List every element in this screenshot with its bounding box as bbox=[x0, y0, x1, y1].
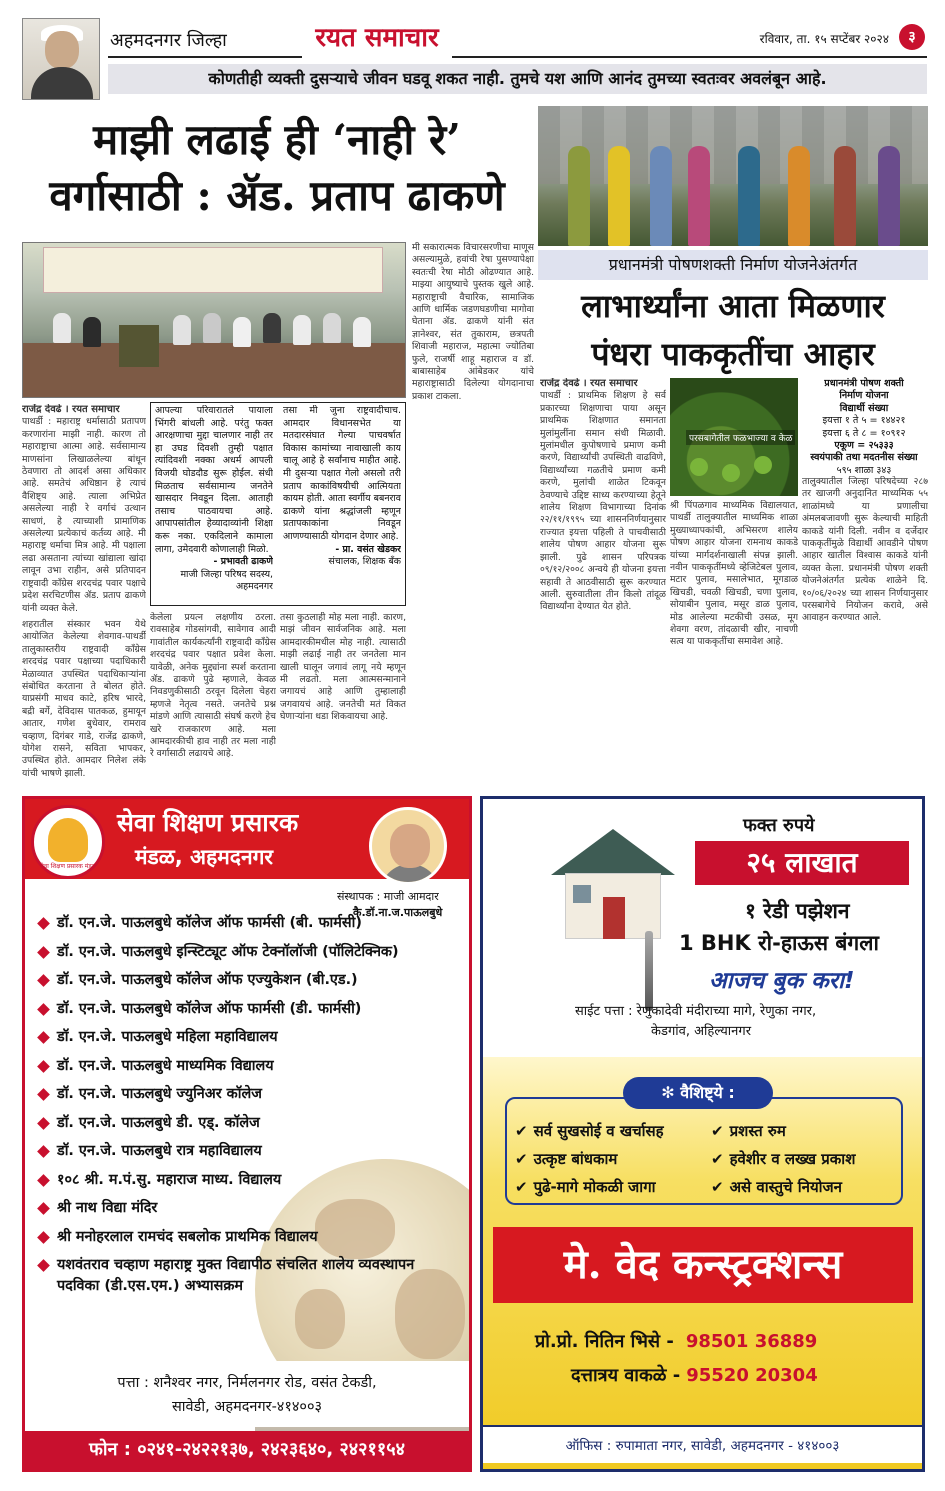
photo-caption: परसबागेतील फळभाज्या व केळ bbox=[686, 430, 795, 445]
masthead bbox=[22, 18, 927, 100]
check-icon: ✔ bbox=[711, 1150, 724, 1168]
check-icon: ✔ bbox=[515, 1150, 528, 1168]
founder-label: संस्थापक : माजी आमदार bbox=[337, 890, 439, 903]
feature-item: ✔ असे वास्तुचे नियोजन bbox=[711, 1178, 843, 1196]
check-icon: ✔ bbox=[515, 1178, 528, 1196]
rally-photo bbox=[22, 242, 406, 398]
quote-signature: - प्रभावती ढाकणे bbox=[213, 556, 273, 568]
founder-name: कै.डॉ.ना.ज.पाऊलबुधे bbox=[353, 906, 443, 919]
quote-box bbox=[150, 402, 406, 606]
vegetable-garden-photo bbox=[670, 378, 798, 496]
contact-2: दत्तात्रय वाकळे - 95520 20304 bbox=[571, 1365, 818, 1386]
check-icon: ✔ bbox=[711, 1122, 724, 1140]
check-icon: ✔ bbox=[711, 1178, 724, 1196]
address-line-1: पत्ता : शनैश्वर नगर, निर्मलनगर रोड, वसंत टेकडी, bbox=[117, 1375, 377, 1391]
story-text: पाथर्डी : प्राथमिक शिक्षण हे सर्व प्रकारच्या शिक्षणाचा पाया असून प्राथमिक शिक्षणात समानता मुलांमुलींना समान संधी मिळावी. मुलांमधील कुपोषणाचे प्रमाण कमी करणे, विद्यार्थ्यांची उपस्थिती वाढविणे, विद्यार्थ्यांच्या गळतीचे प्रमाण कमी करणे, मुलांची शाळेत टिकवून ठेवण्याचे उद्दिष्ट साध्य करण्याच्या हेतूने शालेय शिक्षण विभागाच्या दिनांक २२/११/१९९५ च्या शासननिर्णयानुसार राज्यात इयत्ता पहिली ते पाचवीसाठी शालेय पोषण आहार योजना सुरू झाली. पुढे शासन परिपत्रक ०९/१२/२००८ अन्वये ही योजना इयत्ता सहावी ते आठवीसाठी सुरू करण्यात आली. सुरुवातीला तीन किलो तांदूळ विद्यार्थ्यांना देण्यात येत होते. bbox=[540, 390, 666, 613]
diamond-bullet-icon bbox=[37, 1145, 50, 1158]
page-number-badge: ३ bbox=[899, 24, 925, 50]
tagline-quote: कोणतीही व्यक्ती दुसऱ्याचे जीवन घडवू शकत नाही. तुमचे यश आणि आनंद तुमच्या स्वतःवर अवलंबून आहे. bbox=[108, 64, 927, 94]
site-address-line-2: केडगांव, अहिल्यानगर bbox=[651, 1024, 752, 1039]
list-item: यशवंतराव चव्हाण महाराष्ट्र मुक्त विद्यापीठ संचलित शालेय व्यवस्थापन पदविका (डी.एस.एम.) अभ्यासक्रम bbox=[35, 1255, 455, 1297]
price-badge: २५ लाखात bbox=[695, 841, 909, 885]
left-story-column-1 bbox=[22, 404, 146, 788]
story-text: शहरातील संस्कार भवन येथे आयोजित केलेल्या शेवगाव-पाथर्डी तालुकास्तरीय राष्ट्रवादी काँग्रेस शरदचंद्र पवार पक्षाच्या पदाधिकारी मेळाव्यात उपस्थित पदाधिकाऱ्यांना संबोधित करताना ते बोलत होते. याप्रसंगी माधव काटे, हरिष भारदे, बद्री बर्गे, देविदास पातकळ, हुमायून आतार, गणेश बुधेवार, रामराव चव्हाण, दिगंबर गाडे, राजेंद्र ढाकणे, योगेश रासने, सविता भापकर, उपस्थित होते. आमदार निलेश लंके यांची भाषणे झाली. bbox=[22, 618, 146, 779]
story-text: मी सकारात्मक विचारसरणीचा माणूस असल्यामुळे, हवांची रेषा पुसण्यापेक्षा स्वतःची रेषा मोठी ओढण्यात आहे. माझ्या आयुष्याचे पुस्तक खुले आहे. महाराष्ट्राची वैचारिक, सामाजिक आणि धार्मिक जडणघडणीचा मागोवा घेताना ॲड. ढाकणे यांनी संत ज्ञानेश्वर, संत तुकाराम, छत्रपती शिवाजी महाराज, महात्मा ज्योतिबा फुले, राजर्षी शाहू महाराज व डॉ. बाबासाहेब आंबेडकर यांचे महाराष्ट्रासाठी दिलेल्या योगदानाचा प्रकाश टाकला. bbox=[412, 242, 534, 402]
diamond-bullet-icon bbox=[37, 1031, 50, 1044]
feature-item: ✔ पुढे-मागे मोकळी जागा bbox=[515, 1178, 656, 1196]
address-block bbox=[25, 1361, 469, 1427]
society-logo-icon: सेवा शिक्षण प्रसारक मंडळ bbox=[31, 805, 105, 879]
firm-name-banner: मे. वेद कन्स्ट्रक्शन्स bbox=[493, 1227, 913, 1303]
diamond-bullet-icon bbox=[37, 1174, 50, 1187]
offer-line-2: 1 BHK रो-हाऊस बंगला bbox=[679, 931, 879, 955]
diamond-bullet-icon bbox=[37, 1259, 50, 1272]
feature-item: ✔ हवेशीर व लख्ख प्रकाश bbox=[711, 1150, 856, 1168]
student-stats-box: प्रधानमंत्री पोषण शक्ती निर्माण योजना विद्यार्थी संख्या इयत्ता १ ते ५ = १४४२१ इयत्ता ६ ते ८ = १०९१२ एकूण = २५३३३ स्वयंपाकी तथा मदतनीस संख्या ५९५ शाळा ३४३ bbox=[810, 378, 918, 476]
story-text: तालुक्यातील जिल्हा परिषदेच्या २८७ तर खाजगी अनुदानित माध्यमिक ५५ शाळांमध्ये या प्रणालीचा अंमलबजावणी सुरू केल्याची माहिती काकडे यांनी दिली. नवीन व दर्जेदार पाककृतींमुळे विद्यार्थी आवडीने पोषण आहार खातील विश्वास काकडे यांनी व्यक्त केला. प्रधानमंत्री पोषण शक्ती योजनेअंतर्गत प्रत्येक शाळेने दि. १०/०६/२०२४ च्या शासन निर्णयानुसार परसबागेचे नियोजन करावे, असे आवाहन करण्यात आले. bbox=[802, 476, 928, 624]
house-key-icon bbox=[545, 821, 675, 951]
list-item: डॉ. एन.जे. पाऊलबुधे रात्र महाविद्यालय bbox=[35, 1141, 455, 1162]
left-story-column-3 bbox=[280, 612, 406, 788]
list-item: श्री नाथ विद्या मंदिर bbox=[35, 1198, 455, 1219]
contact-1: प्रो.प्रो. नितिन भिसे - 98501 36889 bbox=[535, 1331, 818, 1352]
story-text: पाथर्डी : महाराष्ट्र धर्मासाठी प्रतापण करणारांना माझी नाही. कारण तो महाराष्ट्राचा आत्मा आहे. सर्वसामान्य माणसांना लिखाळलेल्या बांधून ठेवणारा तो आदर्श असा अधिकार आहे. समतेचं अधिष्ठान हे त्याचं वैशिष्ट्य आहे. त्याला अभिप्रेत असलेल्या नाही रे वर्गाचं उत्थान साधणं, हे त्याच्याशी प्रामाणिक असलेल्या प्रत्येकाचं कर्तव्य आहे. मी महाराष्ट्र धर्माचा मित्र आहे. मी पक्षाला लढा असताना त्यांच्या खांद्याला खांदा लावून उभा राहीन, असे प्रतिपादन राष्ट्रवादी काँग्रेस शरदचंद्र पवार पक्षाचे प्रदेश सरचिटणीस ॲड. प्रताप ढाकणे यांनी व्यक्त केले. bbox=[22, 416, 146, 614]
book-now-cta: आजच बुक करा! bbox=[709, 968, 855, 994]
office-address: ऑफिस : रुपामाता नगर, सावेडी, अहमदनगर - ४१४००३ bbox=[483, 1425, 922, 1463]
phone-number: 98501 36889 bbox=[685, 1331, 818, 1352]
left-story-headline bbox=[22, 112, 532, 224]
right-story-kicker: प्रधानमंत्री पोषणशक्ती निर्माण योजनेअंतर्गत bbox=[538, 250, 928, 280]
quote-1: आपल्या परिवारातले पायाला भिंगरी बांधली आहे. परंतु फक्त आरक्षणाचा मुद्दा चालणार नाही तर हा उघड दिवशी तुम्ही पक्षात त्यांदिवशी नक्का अधर्म आपली विजयी घोडदौड सुरू होईल. संधी मिळताच सर्वसामान्य जनतेने खासदार निवडून दिला. आताही तसाच पाठवायचा आहे. आपापसांतील हेव्यादाव्यांनी शिक्षा करू नका. एकदिलाने कामाला लागा, उमेदवारी कोणालाही मिळो. - प्रभावती ढाकणे माजी जिल्हा परिषद सदस्य, अहमदनगर bbox=[155, 405, 273, 593]
diamond-bullet-icon bbox=[37, 1202, 50, 1215]
list-item: १०८ श्री. म.पं.सु. महाराज माध्य. विद्यालय bbox=[35, 1170, 455, 1191]
edition-date: रविवार, ता. १५ सप्टेंबर २०२४ bbox=[759, 32, 889, 46]
left-story-column-2 bbox=[150, 612, 276, 788]
founder-portrait bbox=[369, 807, 447, 885]
diamond-bullet-icon bbox=[37, 1231, 50, 1244]
story-text: श्री पिंपळगाव माध्यमिक विद्यालयात, पाथर्डी तालुक्यातील माध्यमिक शाळा मुख्याध्यापकांची, अभिसरण शालेय पोषण आहार योजना रामनाथ काकडे यांच्या मार्गदर्शनाखाली संपन्न झाली. नवीन पाककृतींमध्ये व्हेजिटेबल पुलाव, मटार पुलाव, मसालेभात, मूगडाळ खिचडी, चवळी खिचडी, चणा पुलाव, सोयाबीन पुलाव, मसूर डाळ पुलाव, मोड आलेल्या मटकीची उसळ, मूग शेवगा वरण, तांदळाची खीर, नाचणी सत्व या पाककृतींचा समावेश आहे. bbox=[670, 500, 798, 648]
quote-signature: - प्रा. वसंत खेडकर bbox=[335, 543, 401, 555]
right-story-headline bbox=[538, 282, 928, 378]
features-title: ✻ वैशिष्ट्ये : bbox=[623, 1077, 773, 1109]
diamond-bullet-icon bbox=[37, 1088, 50, 1101]
right-story-column-3 bbox=[802, 476, 928, 788]
education-society-ad bbox=[22, 796, 472, 1472]
list-item: डॉ. एन.जे. पाऊलबुधे इन्स्टिट्यूट ऑफ टेक्नॉलॉजी (पॉलिटेक्निक) bbox=[35, 942, 455, 963]
diamond-bullet-icon bbox=[37, 974, 50, 987]
headline-line-1: लाभार्थ्यांना आता मिळणार bbox=[581, 287, 885, 325]
district-label: अहमदनगर जिल्हा bbox=[110, 30, 227, 51]
address-line-2: सावेडी, अहमदनगर-४१४००३ bbox=[171, 1399, 323, 1415]
headline-line-1: माझी लढाई ही ‘नाही रे’ bbox=[93, 115, 461, 164]
right-story-column-2 bbox=[670, 500, 798, 788]
phone-bar: फोन : ०२४१-२४२२१३७, २४२३६४०, २४२११५४ bbox=[25, 1431, 469, 1469]
check-icon: ✔ bbox=[515, 1122, 528, 1140]
headline-line-2: पंधरा पाककृतींचा आहार bbox=[591, 335, 875, 373]
list-item: डॉ. एन.जे. पाऊलबुधे कॉलेज ऑफ फार्मसी (बी. फार्मसी) bbox=[35, 913, 455, 934]
diamond-bullet-icon bbox=[37, 1060, 50, 1073]
story-text: तसा कुठलाही मोह मला नाही. कारण, माझं जीवन सार्वजनिक आहे. मला आमदारकीमधील मोह नाही. त्यासाठी माझी लढाई नाही तर जनतेला मान खाली घालून जगावं लागू नये म्हणून मी लढतो. मला आत्मसन्मानाने जगायचं आहे आणि तुम्हालाही जगवायचं आहे. जनतेची मतं विकत घेणाऱ्यांना धडा शिकवायचा आहे. bbox=[280, 612, 406, 723]
offer-line-1: १ रेडी पझेशन bbox=[745, 899, 850, 923]
org-name: सेवा शिक्षण प्रसारक bbox=[117, 808, 299, 837]
byline: राजेंद्र देवढे । रयत समाचार bbox=[22, 404, 120, 415]
garden-group-photo bbox=[538, 106, 928, 246]
diamond-bullet-icon bbox=[37, 917, 50, 930]
newspaper-name: रयत समाचार bbox=[302, 18, 452, 58]
construction-ad bbox=[480, 796, 925, 1472]
byline: राजेंद्र देवढे । रयत समाचार bbox=[540, 378, 638, 389]
ad-features-panel bbox=[483, 1057, 922, 1469]
feature-item: ✔ उत्कृष्ट बांधकाम bbox=[515, 1150, 618, 1168]
feature-item: ✔ प्रशस्त रुम bbox=[711, 1122, 786, 1140]
list-item: डॉ. एन.जे. पाऊलबुधे कॉलेज ऑफ फार्मसी (डी. फार्मसी) bbox=[35, 999, 455, 1020]
price-prefix: फक्त रुपये bbox=[743, 815, 815, 836]
list-item: डॉ. एन.जे. पाऊलबुधे ज्युनिअर कॉलेज bbox=[35, 1084, 455, 1105]
feature-item: ✔ सर्व सुखसोई व खर्चासह bbox=[515, 1122, 664, 1140]
org-city: मंडळ, अहमदनगर bbox=[135, 845, 274, 869]
left-story-column-4 bbox=[412, 242, 534, 788]
list-item: डॉ. एन.जे. पाऊलबुधे कॉलेज ऑफ एज्युकेशन (बी.एड.) bbox=[35, 970, 455, 991]
site-address-line-1: साईट पत्ता : रेणुकादेवी मंदीराच्या मागे, रेणुका नगर, bbox=[575, 1004, 817, 1019]
institutes-list bbox=[35, 913, 455, 1305]
diamond-bullet-icon bbox=[37, 946, 50, 959]
phone-number: 95520 20304 bbox=[686, 1365, 818, 1386]
diamond-bullet-icon bbox=[37, 1117, 50, 1130]
list-item: श्री मनोहरलाल रामचंद सबलोक प्राथमिक विद्यालय bbox=[35, 1227, 455, 1248]
portrait-photo bbox=[22, 18, 100, 100]
diamond-bullet-icon bbox=[37, 1003, 50, 1016]
right-story-column-1 bbox=[540, 378, 666, 788]
story-text: केलेला प्रयत्न लक्षणीय ठरला. रावसाहेब गोडसांगवी, सावेगाव आदी गावांतील कार्यकर्त्यांनी राष्ट्रवादी काँग्रेस शरदचंद्र पवार पक्षात प्रवेश केला. यावेळी, अनेक मुद्द्यांना स्पर्श करताना ॲड. ढाकणे पुढे म्हणाले, केवळ निवडणुकीसाठी ठरवून दिलेला चेहरा म्हणजे नेतृत्व नसते. जनतेचे प्रश्न मांडणे आणि त्यासाठी संघर्ष करणे हेच खरे राजकारण आहे. मला आमदारकीची हाव नाही तर मला नाही रे वर्गासाठी लढायचे आहे. bbox=[150, 612, 276, 760]
headline-line-2: वर्गासाठी : ॲड. प्रताप ढाकणे bbox=[49, 171, 505, 220]
list-item: डॉ. एन.जे. पाऊलबुधे माध्यमिक विद्यालय bbox=[35, 1056, 455, 1077]
list-item: डॉ. एन.जे. पाऊलबुधे डी. एड्. कॉलेज bbox=[35, 1113, 455, 1134]
list-item: डॉ. एन.जे. पाऊलबुधे महिला महाविद्यालय bbox=[35, 1027, 455, 1048]
quote-2: तसा मी जुना राष्ट्रवादीचाच. आमदार विधानसभेत या मतदारसंघात गेल्या पाचवर्षात विकास कामांच्या नावाखाली काय चालू आहे हे सर्वांनाच माहीत आहे. मी दुसऱ्या पक्षात गेलो असलो तरी प्रताप काकांविषयीची आत्मियता कायम होती. आता स्वर्गीय बबनराव ढाकणे यांना श्रद्धांजली म्हणून प्रतापकाकांना निवडून आणण्यासाठी योगदान देणार आहे. - प्रा. वसंत खेडकर संचालक, शिक्षक बँक bbox=[283, 405, 401, 568]
